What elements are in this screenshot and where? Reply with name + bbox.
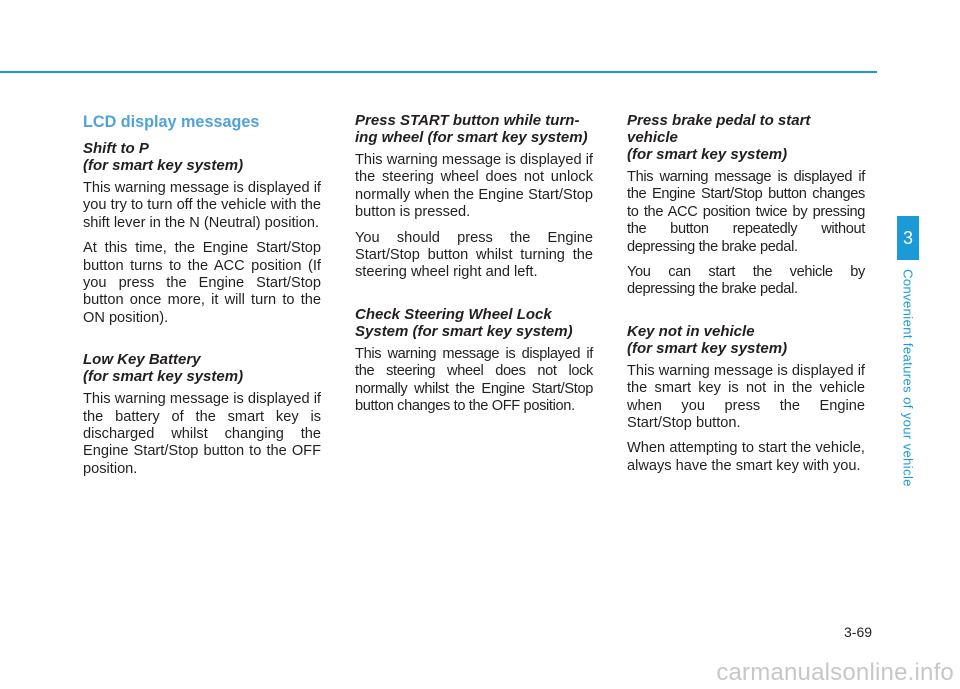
section-title: LCD display messages (83, 113, 260, 131)
message-paragraph: This warning message is displayed if you try to turn off the vehicle with the shift lever in the N (Neutral) position. (83, 180, 321, 231)
chapter-number-tab: 3 (897, 216, 919, 260)
message-paragraph: This warning message is displayed if the Engine Start/Stop button changes to the ACC position twice by pressing the button repeatedly without depressing the brake pedal. (627, 169, 865, 255)
message-paragraph: You can start the vehicle by depressing the brake pedal. (627, 264, 865, 298)
message-paragraph: You should press the Engine Start/Stop button whilst turning the steering wheel right and left. (355, 229, 593, 281)
message-paragraph: This warning message is displayed if the steering wheel does not lock normally whilst the Engine Start/Stop button changes to the OFF position. (355, 345, 593, 415)
message-paragraph: This warning message is displayed if the steering wheel does not unlock normally when the Engine Start/Stop button is pressed. (355, 152, 593, 221)
message-heading: Shift to P (for smart key system) (83, 140, 244, 174)
column-3 (627, 108, 865, 483)
column-2 (355, 108, 593, 423)
watermark: carmanualsonline.info (716, 659, 954, 686)
message-heading: Check Steering Wheel Lock System (for smart key system) (355, 305, 573, 340)
message-heading: Key not in vehicle (for smart key system) (627, 322, 788, 357)
header-rule (0, 71, 877, 73)
message-paragraph: This warning message is displayed if the smart key is not in the vehicle when you press the Engine Start/Stop button. (627, 362, 865, 432)
message-paragraph: At this time, the Engine Start/Stop button turns to the ACC position (If you press the Engine Start/Stop button once more, it will turn to the ON position). (83, 240, 321, 326)
message-heading: Low Key Battery (for smart key system) (83, 351, 244, 386)
message-heading: Press brake pedal to start vehicle (for smart key system) (627, 112, 811, 163)
page-number: 3-69 (844, 624, 873, 640)
message-paragraph: When attempting to start the vehicle, always have the smart key with you. (627, 440, 865, 474)
message-paragraph: This warning message is displayed if the battery of the smart key is discharged whilst changing the Engine Start/Stop button to the OFF position. (83, 391, 321, 477)
message-heading: Press START button while turn- ing wheel (for smart key system) (355, 112, 588, 146)
chapter-side-label: Convenient features of your vehicle (900, 269, 916, 487)
column-1 (83, 108, 321, 486)
